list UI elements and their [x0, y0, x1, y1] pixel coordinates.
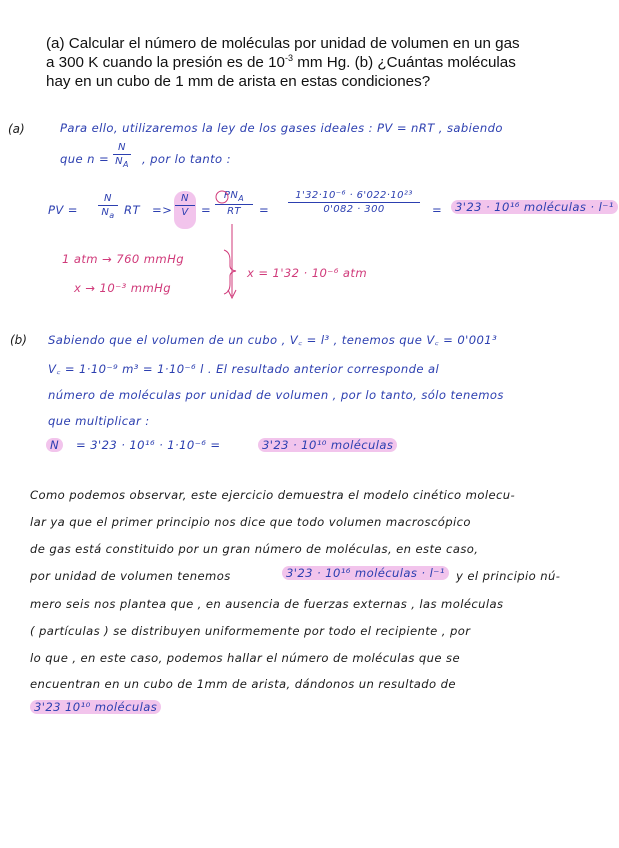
- big-fraction-den: 0'082 · 300: [323, 204, 385, 215]
- n-fraction-den: N: [115, 156, 123, 167]
- part-a-result: 3'23 · 10¹⁶ moléculas · l⁻¹: [451, 200, 618, 214]
- conclusion-line-5: mero seis nos plantea que , en ausencia de fuerzas externas , las moléculas: [30, 597, 504, 611]
- conclusion-line-1: Como podemos observar, este ejercicio demuestra el modelo cinético molecu-: [30, 488, 516, 502]
- n-fraction-num: N: [118, 142, 126, 153]
- conversion-line-1: 1 atm → 760 mmHg: [62, 252, 184, 266]
- conclusion-line-4-pre: por unidad de volumen tenemos: [30, 569, 231, 583]
- n-fraction-den-sub: A: [123, 160, 129, 169]
- conclusion-line-3: de gas está constituido por un gran número de moléculas, en este caso,: [30, 542, 479, 556]
- part-b-line-3: número de moléculas por unidad de volumen , por lo tanto, sólo tenemos: [48, 388, 504, 402]
- conclusion-line-6: ( partículas ) se distribuyen uniformemente por todo el recipiente , por: [30, 624, 471, 638]
- part-b-result: 3'23 · 10¹⁰ moléculas: [258, 438, 397, 452]
- eq-arrow: =>: [152, 203, 173, 217]
- conversion-brace: [224, 250, 236, 294]
- conclusion-highlight-2: 3'23 10¹⁰ moléculas: [30, 700, 161, 714]
- eq-lhs: PV =: [48, 203, 78, 217]
- problem-exponent: -3: [284, 53, 293, 63]
- part-b-n-symbol: N: [46, 438, 63, 452]
- part-a-intro2-pre: que n =: [60, 152, 110, 166]
- conclusion-line-8: encuentran en un cubo de 1mm de arista, dándonos un resultado de: [30, 677, 456, 691]
- eq-equals-3: =: [432, 203, 443, 217]
- problem-line-2-post: mm Hg. (b) ¿Cuántas moléculas: [292, 54, 516, 71]
- part-a-intro2-post: , por lo tanto :: [142, 152, 231, 166]
- part-b-line-2: V꜀ = 1·10⁻⁹ m³ = 1·10⁻⁶ l . El resultado anterior corresponde al: [48, 362, 440, 376]
- conclusion-line-4-post: y el principio nú-: [456, 569, 561, 583]
- part-b-line-1: Sabiendo que el volumen de un cubo , V꜀ = l³ , tenemos que V꜀ = 0'001³: [48, 333, 498, 347]
- pna-fraction-sub: A: [238, 194, 245, 203]
- big-fraction-num: 1'32·10⁻⁶ · 6'022·10²³: [295, 190, 413, 201]
- eq-frac-den-sub: a: [109, 211, 115, 220]
- eq-equals-2: =: [259, 203, 270, 217]
- problem-line-3: hay en un cubo de 1 mm de arista en estas condiciones?: [46, 73, 431, 90]
- eq-rt: RT: [124, 203, 140, 217]
- eq-frac-den: N: [101, 207, 110, 218]
- conversion-result: x = 1'32 · 10⁻⁶ atm: [247, 266, 368, 280]
- conversion-line-2: x → 10⁻³ mmHg: [74, 281, 172, 295]
- conclusion-highlight-1: 3'23 · 10¹⁶ moléculas · l⁻¹: [282, 566, 449, 580]
- conclusion-line-7: lo que , en este caso, podemos hallar el número de moléculas que se: [30, 651, 460, 665]
- pna-fraction-den: RT: [227, 206, 241, 217]
- part-a-intro: Para ello, utilizaremos la ley de los gases ideales : PV = nRT , sabiendo: [60, 121, 503, 135]
- part-b-label: (b): [10, 333, 27, 347]
- part-a-label: (a): [8, 122, 25, 136]
- problem-line-1: (a) Calcular el número de moléculas por unidad de volumen en un gas: [46, 35, 520, 52]
- p-circle: [216, 191, 228, 203]
- eq-equals-1: =: [201, 203, 212, 217]
- nv-fraction-den: V: [181, 207, 189, 218]
- nv-fraction-num: N: [181, 193, 189, 204]
- problem-line-2-pre: a 300 K cuando la presión es de 10: [46, 54, 285, 71]
- eq-frac-num: N: [104, 193, 112, 204]
- part-b-line-4: que multiplicar :: [48, 414, 150, 428]
- pna-fraction-num: PN: [223, 190, 239, 201]
- part-b-eq-body: = 3'23 · 10¹⁶ · 1·10⁻⁶ =: [76, 438, 221, 452]
- conclusion-line-2: lar ya que el primer principio nos dice que todo volumen macroscópico: [30, 515, 471, 529]
